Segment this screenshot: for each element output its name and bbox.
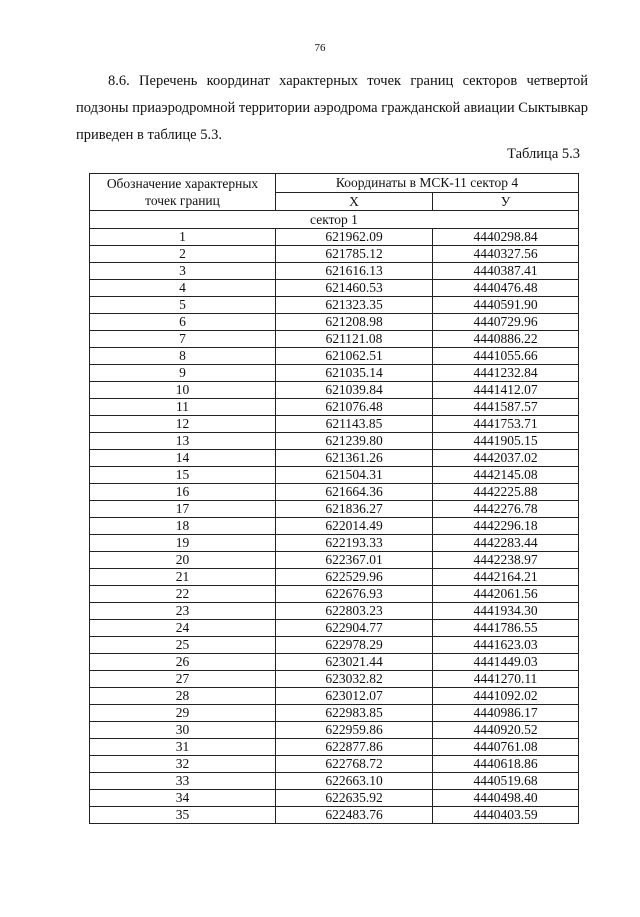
- x-coordinate: 622959.86: [276, 722, 433, 739]
- y-coordinate: 4441934.30: [433, 603, 579, 620]
- x-coordinate: 621062.51: [276, 348, 433, 365]
- y-coordinate: 4440618.86: [433, 756, 579, 773]
- y-coordinate: 4440591.90: [433, 297, 579, 314]
- table-row: [90, 773, 579, 790]
- x-coordinate: 621143.85: [276, 416, 433, 433]
- point-number: 5: [90, 297, 276, 314]
- point-number: 28: [90, 688, 276, 705]
- y-coordinate: 4441786.55: [433, 620, 579, 637]
- y-coordinate: 4442061.56: [433, 586, 579, 603]
- point-number: 12: [90, 416, 276, 433]
- x-coordinate: 623032.82: [276, 671, 433, 688]
- table-row: [90, 399, 579, 416]
- x-coordinate: 622676.93: [276, 586, 433, 603]
- table-row: [90, 790, 579, 807]
- table-row: [90, 484, 579, 501]
- coordinates-header: Координаты в МСК-11 сектор 4: [276, 174, 579, 193]
- table-row: [90, 314, 579, 331]
- y-coordinate: 4440761.08: [433, 739, 579, 756]
- point-number: 10: [90, 382, 276, 399]
- x-coordinate: 621785.12: [276, 246, 433, 263]
- table-row: [90, 433, 579, 450]
- point-number: 4: [90, 280, 276, 297]
- x-coordinate: 621121.08: [276, 331, 433, 348]
- table-row: [90, 535, 579, 552]
- y-coordinate: 4442296.18: [433, 518, 579, 535]
- table-row: [90, 331, 579, 348]
- table-row: [90, 263, 579, 280]
- point-number: 25: [90, 637, 276, 654]
- x-coordinate: 621836.27: [276, 501, 433, 518]
- x-coordinate: 622663.10: [276, 773, 433, 790]
- y-coordinate: 4441905.15: [433, 433, 579, 450]
- y-coordinate: 4440387.41: [433, 263, 579, 280]
- x-coordinate: 621239.80: [276, 433, 433, 450]
- point-number: 32: [90, 756, 276, 773]
- table-row: [90, 552, 579, 569]
- table-row: [90, 739, 579, 756]
- y-coordinate: 4442276.78: [433, 501, 579, 518]
- table-caption: Таблица 5.3: [507, 146, 580, 162]
- point-designation-header: Обозначение характерных точек границ: [90, 174, 276, 211]
- table-row: [90, 297, 579, 314]
- table-row: [90, 637, 579, 654]
- x-coordinate: 621962.09: [276, 229, 433, 246]
- page-number: 76: [314, 42, 326, 54]
- table-row: [90, 450, 579, 467]
- point-number: 1: [90, 229, 276, 246]
- x-coordinate: 621361.26: [276, 450, 433, 467]
- x-coordinate: 622529.96: [276, 569, 433, 586]
- y-coordinate: 4440476.48: [433, 280, 579, 297]
- table-row: [90, 705, 579, 722]
- table-row: [90, 603, 579, 620]
- y-coordinate: 4440298.84: [433, 229, 579, 246]
- y-coordinate: 4440986.17: [433, 705, 579, 722]
- y-coordinate: 4441623.03: [433, 637, 579, 654]
- x-coordinate: 621076.48: [276, 399, 433, 416]
- table-row: [90, 756, 579, 773]
- x-coordinate: 621039.84: [276, 382, 433, 399]
- table-row: [90, 501, 579, 518]
- table-row: [90, 586, 579, 603]
- x-coordinate: 621616.13: [276, 263, 433, 280]
- table-row: [90, 722, 579, 739]
- point-number: 7: [90, 331, 276, 348]
- x-coordinate: 622978.29: [276, 637, 433, 654]
- table-row: [90, 382, 579, 399]
- x-coordinate: 622877.86: [276, 739, 433, 756]
- table-row: [90, 654, 579, 671]
- y-coordinate: 4440403.59: [433, 807, 579, 824]
- point-number: 31: [90, 739, 276, 756]
- y-coordinate: 4442238.97: [433, 552, 579, 569]
- table-row: [90, 416, 579, 433]
- x-coordinate: 623021.44: [276, 654, 433, 671]
- y-column-header: У: [433, 193, 579, 211]
- x-coordinate: 622768.72: [276, 756, 433, 773]
- point-number: 26: [90, 654, 276, 671]
- x-coordinate: 622014.49: [276, 518, 433, 535]
- table-row: [90, 280, 579, 297]
- x-coordinate: 622193.33: [276, 535, 433, 552]
- point-number: 20: [90, 552, 276, 569]
- y-coordinate: 4442164.21: [433, 569, 579, 586]
- table-row: [90, 365, 579, 382]
- table-header-row: [90, 174, 579, 193]
- sector-row: [90, 211, 579, 229]
- y-coordinate: 4440886.22: [433, 331, 579, 348]
- y-coordinate: 4440920.52: [433, 722, 579, 739]
- x-coordinate: 622904.77: [276, 620, 433, 637]
- x-coordinate: 622367.01: [276, 552, 433, 569]
- sector-label: сектор 1: [90, 211, 579, 229]
- point-number: 23: [90, 603, 276, 620]
- table-row: [90, 246, 579, 263]
- x-coordinate: 621323.35: [276, 297, 433, 314]
- y-coordinate: 4441055.66: [433, 348, 579, 365]
- coordinates-table: [89, 173, 579, 824]
- y-coordinate: 4441449.03: [433, 654, 579, 671]
- x-coordinate: 621035.14: [276, 365, 433, 382]
- table-row: [90, 348, 579, 365]
- x-coordinate: 621460.53: [276, 280, 433, 297]
- table-row: [90, 229, 579, 246]
- x-coordinate: 622635.92: [276, 790, 433, 807]
- point-number: 6: [90, 314, 276, 331]
- x-coordinate: 621664.36: [276, 484, 433, 501]
- y-coordinate: 4442145.08: [433, 467, 579, 484]
- table-row: [90, 688, 579, 705]
- y-coordinate: 4441092.02: [433, 688, 579, 705]
- x-coordinate: 622803.23: [276, 603, 433, 620]
- table-row: [90, 671, 579, 688]
- x-coordinate: 621208.98: [276, 314, 433, 331]
- y-coordinate: 4440519.68: [433, 773, 579, 790]
- point-number: 35: [90, 807, 276, 824]
- point-number: 18: [90, 518, 276, 535]
- y-coordinate: 4441753.71: [433, 416, 579, 433]
- point-number: 22: [90, 586, 276, 603]
- table-body: [90, 211, 579, 824]
- point-number: 17: [90, 501, 276, 518]
- point-number: 27: [90, 671, 276, 688]
- x-coordinate: 621504.31: [276, 467, 433, 484]
- point-number: 33: [90, 773, 276, 790]
- point-number: 21: [90, 569, 276, 586]
- x-coordinate: 622483.76: [276, 807, 433, 824]
- point-number: 30: [90, 722, 276, 739]
- y-coordinate: 4442283.44: [433, 535, 579, 552]
- table-row: [90, 467, 579, 484]
- intro-paragraph: 8.6. Перечень координат характерных точек границ секторов четвертой подзоны приаэродромной территории аэродрома гражданской авиации Сыктывкар приведен в таблице 5.3.: [76, 73, 588, 143]
- y-coordinate: 4440498.40: [433, 790, 579, 807]
- y-coordinate: 4442225.88: [433, 484, 579, 501]
- x-column-header: Х: [276, 193, 433, 211]
- point-number: 24: [90, 620, 276, 637]
- table-row: [90, 620, 579, 637]
- point-number: 14: [90, 450, 276, 467]
- point-number: 9: [90, 365, 276, 382]
- y-coordinate: 4440729.96: [433, 314, 579, 331]
- y-coordinate: 4441587.57: [433, 399, 579, 416]
- y-coordinate: 4440327.56: [433, 246, 579, 263]
- table-row: [90, 807, 579, 824]
- y-coordinate: 4441412.07: [433, 382, 579, 399]
- point-number: 34: [90, 790, 276, 807]
- y-coordinate: 4441270.11: [433, 671, 579, 688]
- point-number: 3: [90, 263, 276, 280]
- y-coordinate: 4441232.84: [433, 365, 579, 382]
- point-number: 19: [90, 535, 276, 552]
- y-coordinate: 4442037.02: [433, 450, 579, 467]
- point-number: 11: [90, 399, 276, 416]
- x-coordinate: 622983.85: [276, 705, 433, 722]
- point-number: 8: [90, 348, 276, 365]
- point-number: 15: [90, 467, 276, 484]
- point-number: 29: [90, 705, 276, 722]
- point-number: 16: [90, 484, 276, 501]
- x-coordinate: 623012.07: [276, 688, 433, 705]
- table-row: [90, 518, 579, 535]
- point-number: 13: [90, 433, 276, 450]
- point-number: 2: [90, 246, 276, 263]
- table-row: [90, 569, 579, 586]
